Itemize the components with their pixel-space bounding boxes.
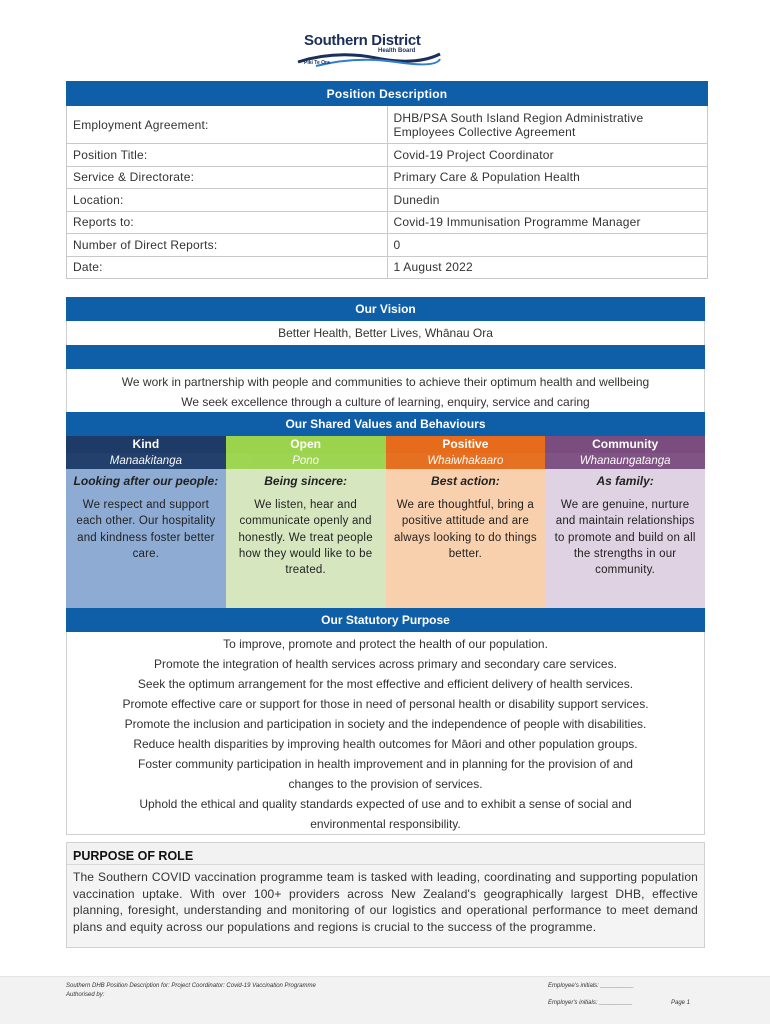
- value-body: We are thoughtful, bring a positive attitude and are always looking to do things better.: [393, 499, 537, 560]
- value-body: We respect and support each other. Our hospitality and kindness foster better care.: [76, 499, 216, 560]
- table-row: [67, 144, 708, 167]
- statutory-line: Promote the integration of health services across primary and secondary care services.: [154, 657, 617, 671]
- value-heading: Best action:: [431, 474, 500, 488]
- table-row: [67, 106, 708, 144]
- statutory-line: To improve, promote and protect the health of our population.: [223, 637, 548, 651]
- values-columns: [66, 436, 705, 608]
- logo-sub: Health Board: [378, 48, 416, 54]
- row-label: Service & Directorate:: [67, 166, 388, 189]
- footer-authorised: Authorised by:: [66, 992, 105, 998]
- logo-name: Southern District: [304, 32, 421, 49]
- statutory-line: Foster community participation in health improvement and in planning for the provision of and: [138, 757, 633, 771]
- row-value: DHB/PSA South Island Region Administrative Employees Collective Agreement: [387, 106, 708, 144]
- value-heading: As family:: [596, 474, 654, 488]
- value-name: Kind: [66, 436, 226, 453]
- statutory-box: [66, 632, 705, 835]
- value-name: Open: [226, 436, 386, 453]
- logo-tagline: Piki Te Ora: [304, 60, 330, 66]
- value-body: We listen, hear and communicate openly and honestly. We treat people how they would like to be treated.: [238, 499, 373, 577]
- row-label: Location:: [67, 189, 388, 212]
- vision-title: Our Vision: [66, 297, 705, 321]
- table-row: [67, 166, 708, 189]
- statutory-title: Our Statutory Purpose: [66, 608, 705, 632]
- position-description-title: Position Description: [67, 82, 708, 106]
- value-kind: [66, 436, 226, 608]
- footer-employer-initials: Employer's initials: __________: [548, 1000, 633, 1006]
- value-heading: Looking after our people:: [73, 474, 219, 488]
- mission-line: We work in partnership with people and communities to achieve their optimum health and wellbeing: [121, 375, 650, 389]
- blank-bar: [66, 345, 705, 369]
- value-body: We are genuine, nurture and maintain relationships to promote and build on all the strengths in our community.: [554, 499, 696, 577]
- row-label: Reports to:: [67, 211, 388, 234]
- statutory-line: Seek the optimum arrangement for the most effective and efficient delivery of health services.: [137, 677, 634, 691]
- values-title: Our Shared Values and Behaviours: [66, 412, 705, 436]
- value-community: [545, 436, 705, 608]
- row-value: Covid-19 Project Coordinator: [387, 144, 708, 167]
- value-maori: Pono: [226, 453, 386, 469]
- value-positive: [386, 436, 546, 608]
- row-value: Covid-19 Immunisation Programme Manager: [387, 211, 708, 234]
- statutory-line: Promote effective care or support for those in need of personal health or disability support services.: [122, 697, 649, 711]
- value-heading: Being sincere:: [264, 474, 347, 488]
- statutory-line: Promote the inclusion and participation in society and the independence of people with disabilities.: [124, 717, 647, 731]
- value-open: [226, 436, 386, 608]
- row-value: 0: [387, 234, 708, 257]
- statutory-line: changes to the provision of services.: [288, 777, 483, 791]
- position-description-table: [66, 81, 708, 279]
- footer-page-number: Page 1: [671, 1000, 691, 1006]
- purpose-title: PURPOSE OF ROLE: [67, 843, 704, 865]
- footer-employee-initials: Employee's initials: __________: [548, 983, 634, 989]
- table-row: [67, 189, 708, 212]
- footer-doc-title: Southern DHB Position Description for: Project Coordinator: Covid-19 Vaccination Programme: [66, 983, 316, 989]
- row-value: Primary Care & Population Health: [387, 166, 708, 189]
- logo: [296, 30, 446, 72]
- value-maori: Whanaungatanga: [545, 453, 705, 469]
- vision-text: Better Health, Better Lives, Whānau Ora: [66, 321, 705, 345]
- purpose-of-role: [66, 842, 705, 948]
- statutory-line: environmental responsibility.: [310, 817, 461, 831]
- statutory-line: Reduce health disparities by improving health outcomes for Māori and other population groups.: [133, 737, 638, 751]
- purpose-text: The Southern COVID vaccination programme team is tasked with leading, coordinating and supporting population vaccination uptake. With over 100+ providers across New Zealand's geographically largest DHB, effective planning, foresight, understanding and monitoring of our logistics and operational performance to meet demand plans and equity across our populations and regions is crucial to the success of the programme.: [73, 870, 698, 934]
- value-maori: Whaiwhakaaro: [386, 453, 546, 469]
- value-maori: Manaakitanga: [66, 453, 226, 469]
- statutory-line: Uphold the ethical and quality standards expected of use and to exhibit a sense of social and: [139, 797, 632, 811]
- row-label: Number of Direct Reports:: [67, 234, 388, 257]
- vision-values-block: [66, 297, 705, 835]
- row-value: Dunedin: [387, 189, 708, 212]
- mission-box: [66, 369, 705, 412]
- row-label: Employment Agreement:: [67, 106, 388, 144]
- table-row: [67, 234, 708, 257]
- footer: [0, 976, 770, 1024]
- table-row: [67, 256, 708, 279]
- row-label: Date:: [67, 256, 388, 279]
- value-name: Positive: [386, 436, 546, 453]
- row-value: 1 August 2022: [387, 256, 708, 279]
- mission-line: We seek excellence through a culture of learning, enquiry, service and caring: [181, 395, 590, 409]
- value-name: Community: [545, 436, 705, 453]
- row-label: Position Title:: [67, 144, 388, 167]
- table-row: [67, 211, 708, 234]
